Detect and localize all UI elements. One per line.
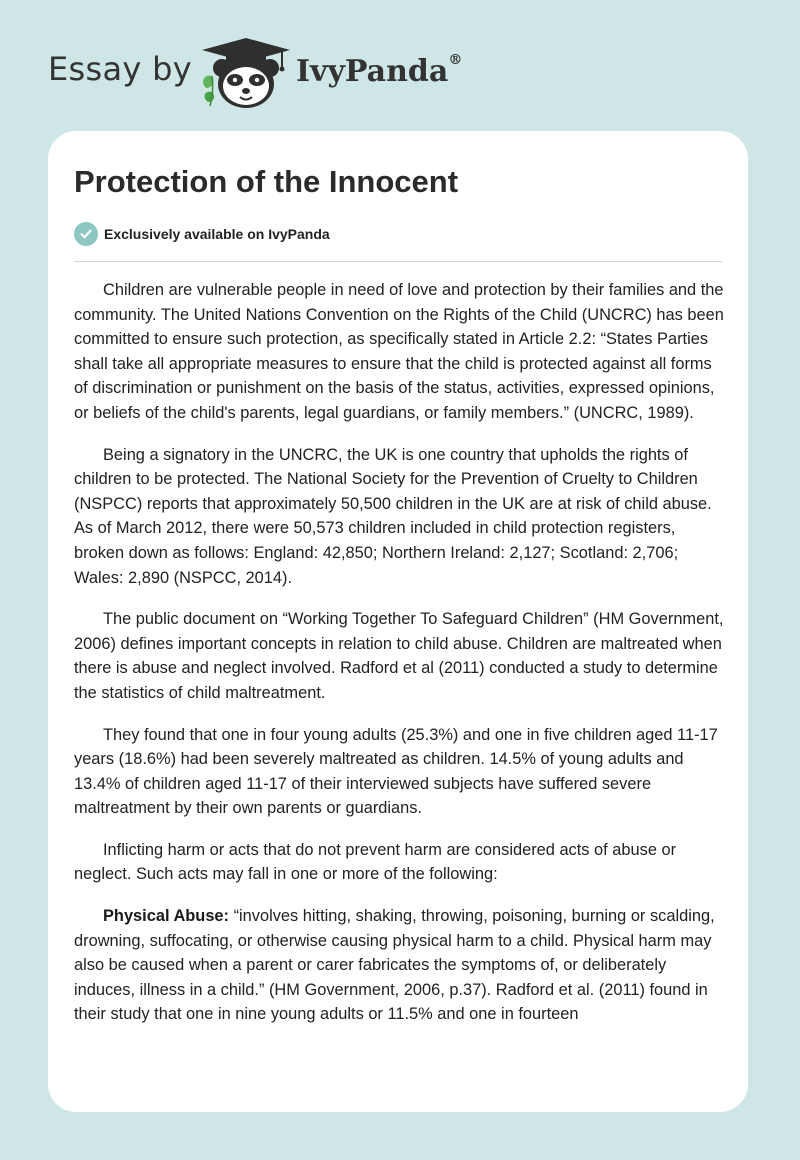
paragraph: Inflicting harm or acts that do not prevent harm are considered acts of abuse or neglect. Such acts may fall in one or more of the following: [74, 840, 677, 884]
paragraph: The public document on “Working Together To Safeguard Children” (HM Government, 2006) defines important concepts in relation to child abuse. Children are maltreated when there is abuse and neglect involved. Radford et al (2011) conducted a study to determine the statistics of child maltreatment. [74, 610, 724, 702]
paragraph: They found that one in four young adults (25.3%) and one in five children aged 11-17 years (18.6%) had been severely maltreated as children. 14.5% of young adults and 13.4% of children aged 11-17 of their interviewed subjects have suffered severe maltreatment by their own parents or guardians. [74, 725, 718, 818]
essay-by-label: Essay by [48, 50, 192, 88]
badge-text: Exclusively available on IvyPanda [104, 226, 330, 242]
article-body [74, 278, 724, 1044]
physical-abuse-text: “involves hitting, shaking, throwing, poisoning, burning or scalding, drowning, suffocating, or otherwise causing physical harm to a child. Physical harm may also be caused when a parent or carer fabricates the symptoms of, or deliberately induces, illness in a child.” (HM Government, 2006, p.37). Radford et al. (2011) found in their study that one in nine young adults or 11.5% and one in fourteen [74, 907, 715, 1024]
paragraph-physical-abuse [74, 904, 724, 1027]
paragraph: Being a signatory in the UNCRC, the UK is one country that upholds the rights of children to be protected. The National Society for the Prevention of Cruelty to Children (NSPCC) reports that approximately 50,500 children in the UK are at risk of child abuse. As of March 2012, there were 50,573 children included in child protection registers, broken down as follows: England: 42,850; Northern Ireland: 2,127; Scotland: 2,706; Wales: 2,890 (NSPCC, 2014). [74, 445, 712, 587]
brand-text: IvyPanda [296, 54, 449, 89]
physical-abuse-label: Physical Abuse: [103, 907, 230, 926]
article-card [48, 131, 748, 1112]
brand-name[interactable] [296, 54, 462, 89]
paragraph: Children are vulnerable people in need of love and protection by their families and the community. The United Nations Convention on the Rights of the Child (UNCRC) has been committed to ensure such protection, as specifically stated in Article 2.2: “States Parties shall take all appropriate measures to ensure that the child is protected against all forms of discrimination or punishment on the basis of the status, activities, expressed opinions, or beliefs of the child's parents, legal guardians, or family members.” (UNCRC, 1989). [74, 281, 724, 422]
ivypanda-logo-icon[interactable] [198, 36, 294, 110]
site-header [0, 0, 800, 130]
divider [74, 261, 722, 262]
check-icon [74, 222, 98, 246]
registered-mark: ® [448, 52, 463, 68]
page-title: Protection of the Innocent [74, 164, 459, 199]
exclusive-badge [74, 221, 330, 247]
